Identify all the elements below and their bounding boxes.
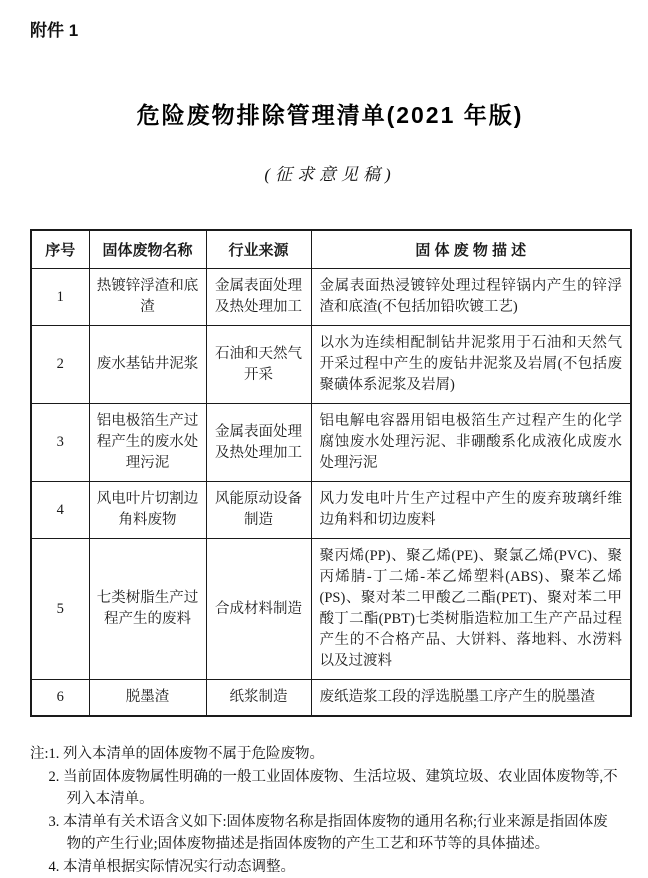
table-header-row	[31, 230, 631, 269]
col-header-description: 固 体 废 物 描 述	[311, 230, 631, 269]
cell-industry: 合成材料制造	[206, 539, 311, 680]
cell-no: 3	[31, 404, 89, 482]
table-row	[31, 404, 631, 482]
waste-exclusion-table	[30, 229, 632, 717]
note-item: 1. 列入本清单的固体废物不属于危险废物。	[48, 746, 325, 763]
col-header-industry: 行业来源	[206, 230, 311, 269]
cell-description: 以水为连续相配制钻井泥浆用于石油和天然气开采过程中产生的废钻井泥浆及岩屑(不包括废聚磺体系泥浆及岩屑)	[311, 326, 631, 404]
col-header-name: 固体废物名称	[89, 230, 206, 269]
page-title: 危险废物排除管理清单(2021 年版)	[136, 102, 524, 128]
cell-name: 脱墨渣	[89, 680, 206, 717]
note-item: 2. 当前固体废物属性明确的一般工业固体废物、生活垃圾、建筑垃圾、农业固体废物等,不列入本清单。	[48, 768, 618, 808]
cell-industry: 金属表面处理及热处理加工	[206, 269, 311, 326]
note-item: 3. 本清单有关术语含义如下:固体废物名称是指固体废物的通用名称;行业来源是指固体废物的产生行业;固体废物描述是指固体废物的产生工艺和环节等的具体描述。	[48, 813, 608, 853]
cell-industry: 石油和天然气开采	[206, 326, 311, 404]
cell-description: 废纸造浆工段的浮选脱墨工序产生的脱墨渣	[311, 680, 631, 717]
cell-name: 铝电极箔生产过程产生的废水处理污泥	[89, 404, 206, 482]
cell-no: 1	[31, 269, 89, 326]
cell-description: 风力发电叶片生产过程中产生的废弃玻璃纤维边角料和切边废料	[311, 482, 631, 539]
cell-no: 5	[31, 539, 89, 680]
table-row	[31, 482, 631, 539]
cell-industry: 纸浆制造	[206, 680, 311, 717]
note-item: 4. 本清单根据实际情况实行动态调整。	[48, 858, 296, 875]
cell-industry: 金属表面处理及热处理加工	[206, 404, 311, 482]
table-row	[31, 269, 631, 326]
page-subtitle: (征求意见稿)	[264, 165, 396, 184]
cell-no: 6	[31, 680, 89, 717]
table-row	[31, 326, 631, 404]
table-row	[31, 680, 631, 717]
cell-industry: 风能原动设备制造	[206, 482, 311, 539]
col-header-no: 序号	[31, 230, 89, 269]
cell-name: 七类树脂生产过程产生的废料	[89, 539, 206, 680]
cell-description: 金属表面热浸镀锌处理过程锌锅内产生的锌浮渣和底渣(不包括加铅吹镀工艺)	[311, 269, 631, 326]
attachment-label: 附件 1	[30, 21, 79, 40]
cell-name: 风电叶片切割边角料废物	[89, 482, 206, 539]
cell-description: 铝电解电容器用铝电极箔生产过程产生的化学腐蚀废水处理污泥、非硼酸系化成液化成废水处理污泥	[311, 404, 631, 482]
notes-list	[49, 743, 622, 878]
cell-no: 2	[31, 326, 89, 404]
cell-name: 热镀锌浮渣和底渣	[89, 269, 206, 326]
table-row	[31, 539, 631, 680]
cell-name: 废水基钻井泥浆	[89, 326, 206, 404]
notes-label: 注:	[30, 746, 49, 763]
notes-section	[30, 743, 630, 878]
cell-no: 4	[31, 482, 89, 539]
cell-description: 聚丙烯(PP)、聚乙烯(PE)、聚氯乙烯(PVC)、聚丙烯腈-丁二烯-苯乙烯塑料(ABS)、聚苯乙烯(PS)、聚对苯二甲酸乙二酯(PET)、聚对苯二甲酸丁二酯(PBT)七类树脂造粒加工生产产品过程产生的不合格产品、大饼料、落地料、水涝料以及过渡料	[311, 539, 631, 680]
